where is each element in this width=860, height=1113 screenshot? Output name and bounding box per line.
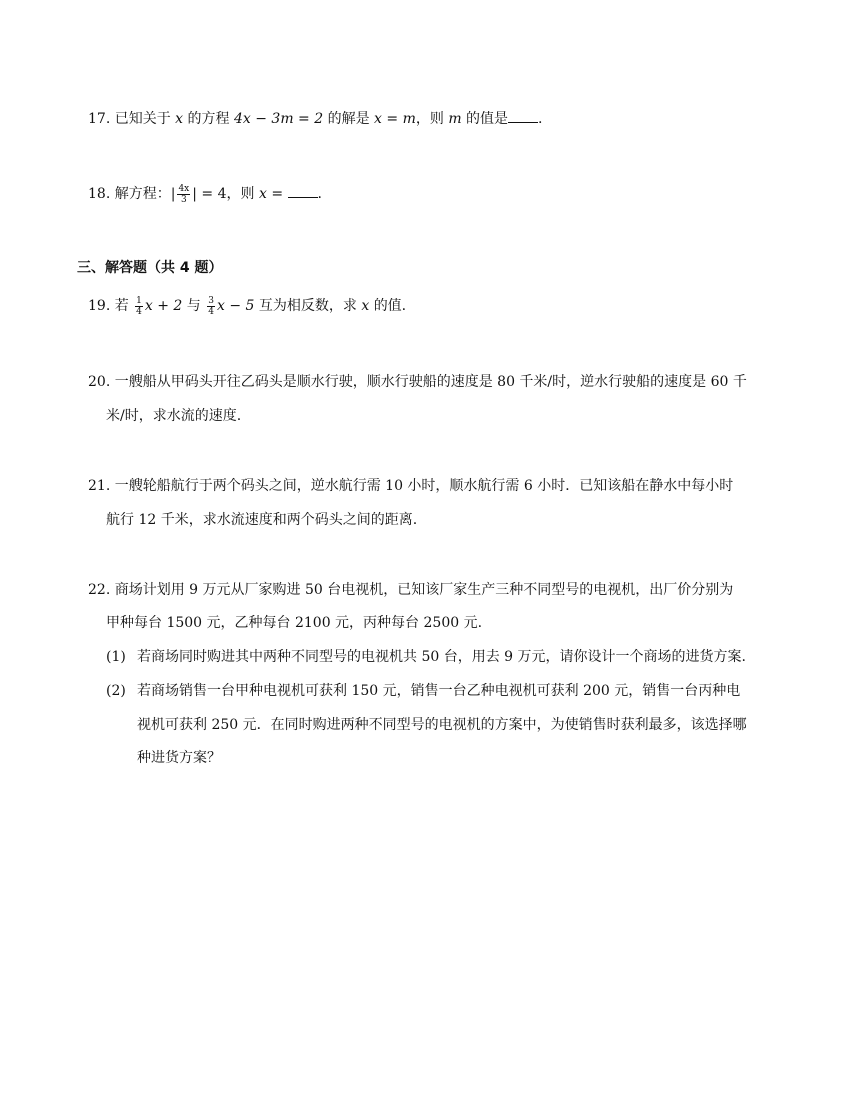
subquestion-2-line-3: 种进货方案？ <box>137 750 221 766</box>
question-number: 21. <box>88 478 111 494</box>
question-22 <box>88 580 733 600</box>
question-text: 的方程 <box>187 111 230 127</box>
question-text: . <box>538 111 543 127</box>
question-text: 解方程： <box>114 186 171 202</box>
question-number: 18. <box>88 186 111 202</box>
math-solution: x = m <box>374 111 416 127</box>
question-text: 与 <box>186 298 201 314</box>
question-text: 互为相反数，求 <box>258 298 357 314</box>
math-variable: x <box>175 111 184 127</box>
question-22-line-2: 甲种每台 1500 元，乙种每台 2100 元，丙种每台 2500 元. <box>106 615 483 631</box>
question-20 <box>88 372 747 392</box>
math-equation: | = 4 <box>192 186 227 202</box>
question-text: 一艘轮船航行于两个码头之间，逆水航行需 10 小时，顺水航行需 6 小时．已知该船在静水中每小时 <box>114 478 734 494</box>
question-text: 的值. <box>373 298 407 314</box>
question-number: 17. <box>88 111 111 127</box>
subquestion-2-text: 若商场销售一台甲种电视机可获利 150 元，销售一台乙种电视机可获利 200 元，销售一台丙种电 <box>137 683 741 699</box>
question-19 <box>88 294 406 318</box>
question-text: 一艘船从甲码头开往乙码头是顺水行驶，顺水行驶船的速度是 80 千米/时，逆水行驶船的速度是 60 千 <box>114 374 747 390</box>
answer-blank <box>508 108 538 123</box>
subquestion-1-number: (1) <box>106 649 126 665</box>
math-variable: x <box>361 298 370 314</box>
question-text: 商场计划用 9 万元从厂家购进 50 台电视机，已知该厂家生产三种不同型号的电视机，出厂价分别为 <box>114 582 734 598</box>
math-expression: x + 2 <box>144 298 183 314</box>
question-text: 已知关于 <box>114 111 171 127</box>
question-number: 19. <box>88 298 111 314</box>
question-text: . <box>317 186 322 202</box>
math-equation: 4x − 3m = 2 <box>233 111 324 127</box>
question-text: 若 <box>114 298 129 314</box>
math-expression: x − 5 <box>216 298 255 314</box>
question-21 <box>88 476 733 496</box>
subquestion-2-line-2: 视机可获利 250 元．在同时购进两种不同型号的电视机的方案中，为使销售时获利最多，该选择哪 <box>137 717 747 733</box>
question-text: 的值是 <box>466 111 509 127</box>
question-text: ，则 <box>226 186 255 202</box>
question-18: 18. 解方程：| $\frac{4x}{3}$ | = 4，则 x = . <box>88 183 322 205</box>
math-expression: x = <box>258 186 284 202</box>
subquestion-2-number: (2) <box>106 683 126 699</box>
subquestion-1-text: 若商场同时购进其中两种不同型号的电视机共 50 台，用去 9 万元，请你设计一个商场的进货方案. <box>137 649 746 665</box>
fraction: $\frac{4x}{3}$ <box>178 183 190 205</box>
math-variable: m <box>448 111 462 127</box>
question-number: 22. <box>88 582 111 598</box>
question-20-line-2: 米/时，求水流的速度. <box>106 408 242 424</box>
fraction: $\frac{3}{4}$ <box>208 295 214 317</box>
question-text: 的解是 <box>327 111 370 127</box>
fraction: $\frac{1}{4}$ <box>136 295 142 317</box>
question-21-line-2: 航行 12 千米，求水流速度和两个码头之间的距离. <box>106 512 418 528</box>
question-text: ，则 <box>415 111 444 127</box>
answer-blank <box>288 183 318 198</box>
section-heading: 三、解答题（共 4 题） <box>77 260 223 276</box>
question-17 <box>88 108 543 129</box>
question-number: 20. <box>88 374 111 390</box>
